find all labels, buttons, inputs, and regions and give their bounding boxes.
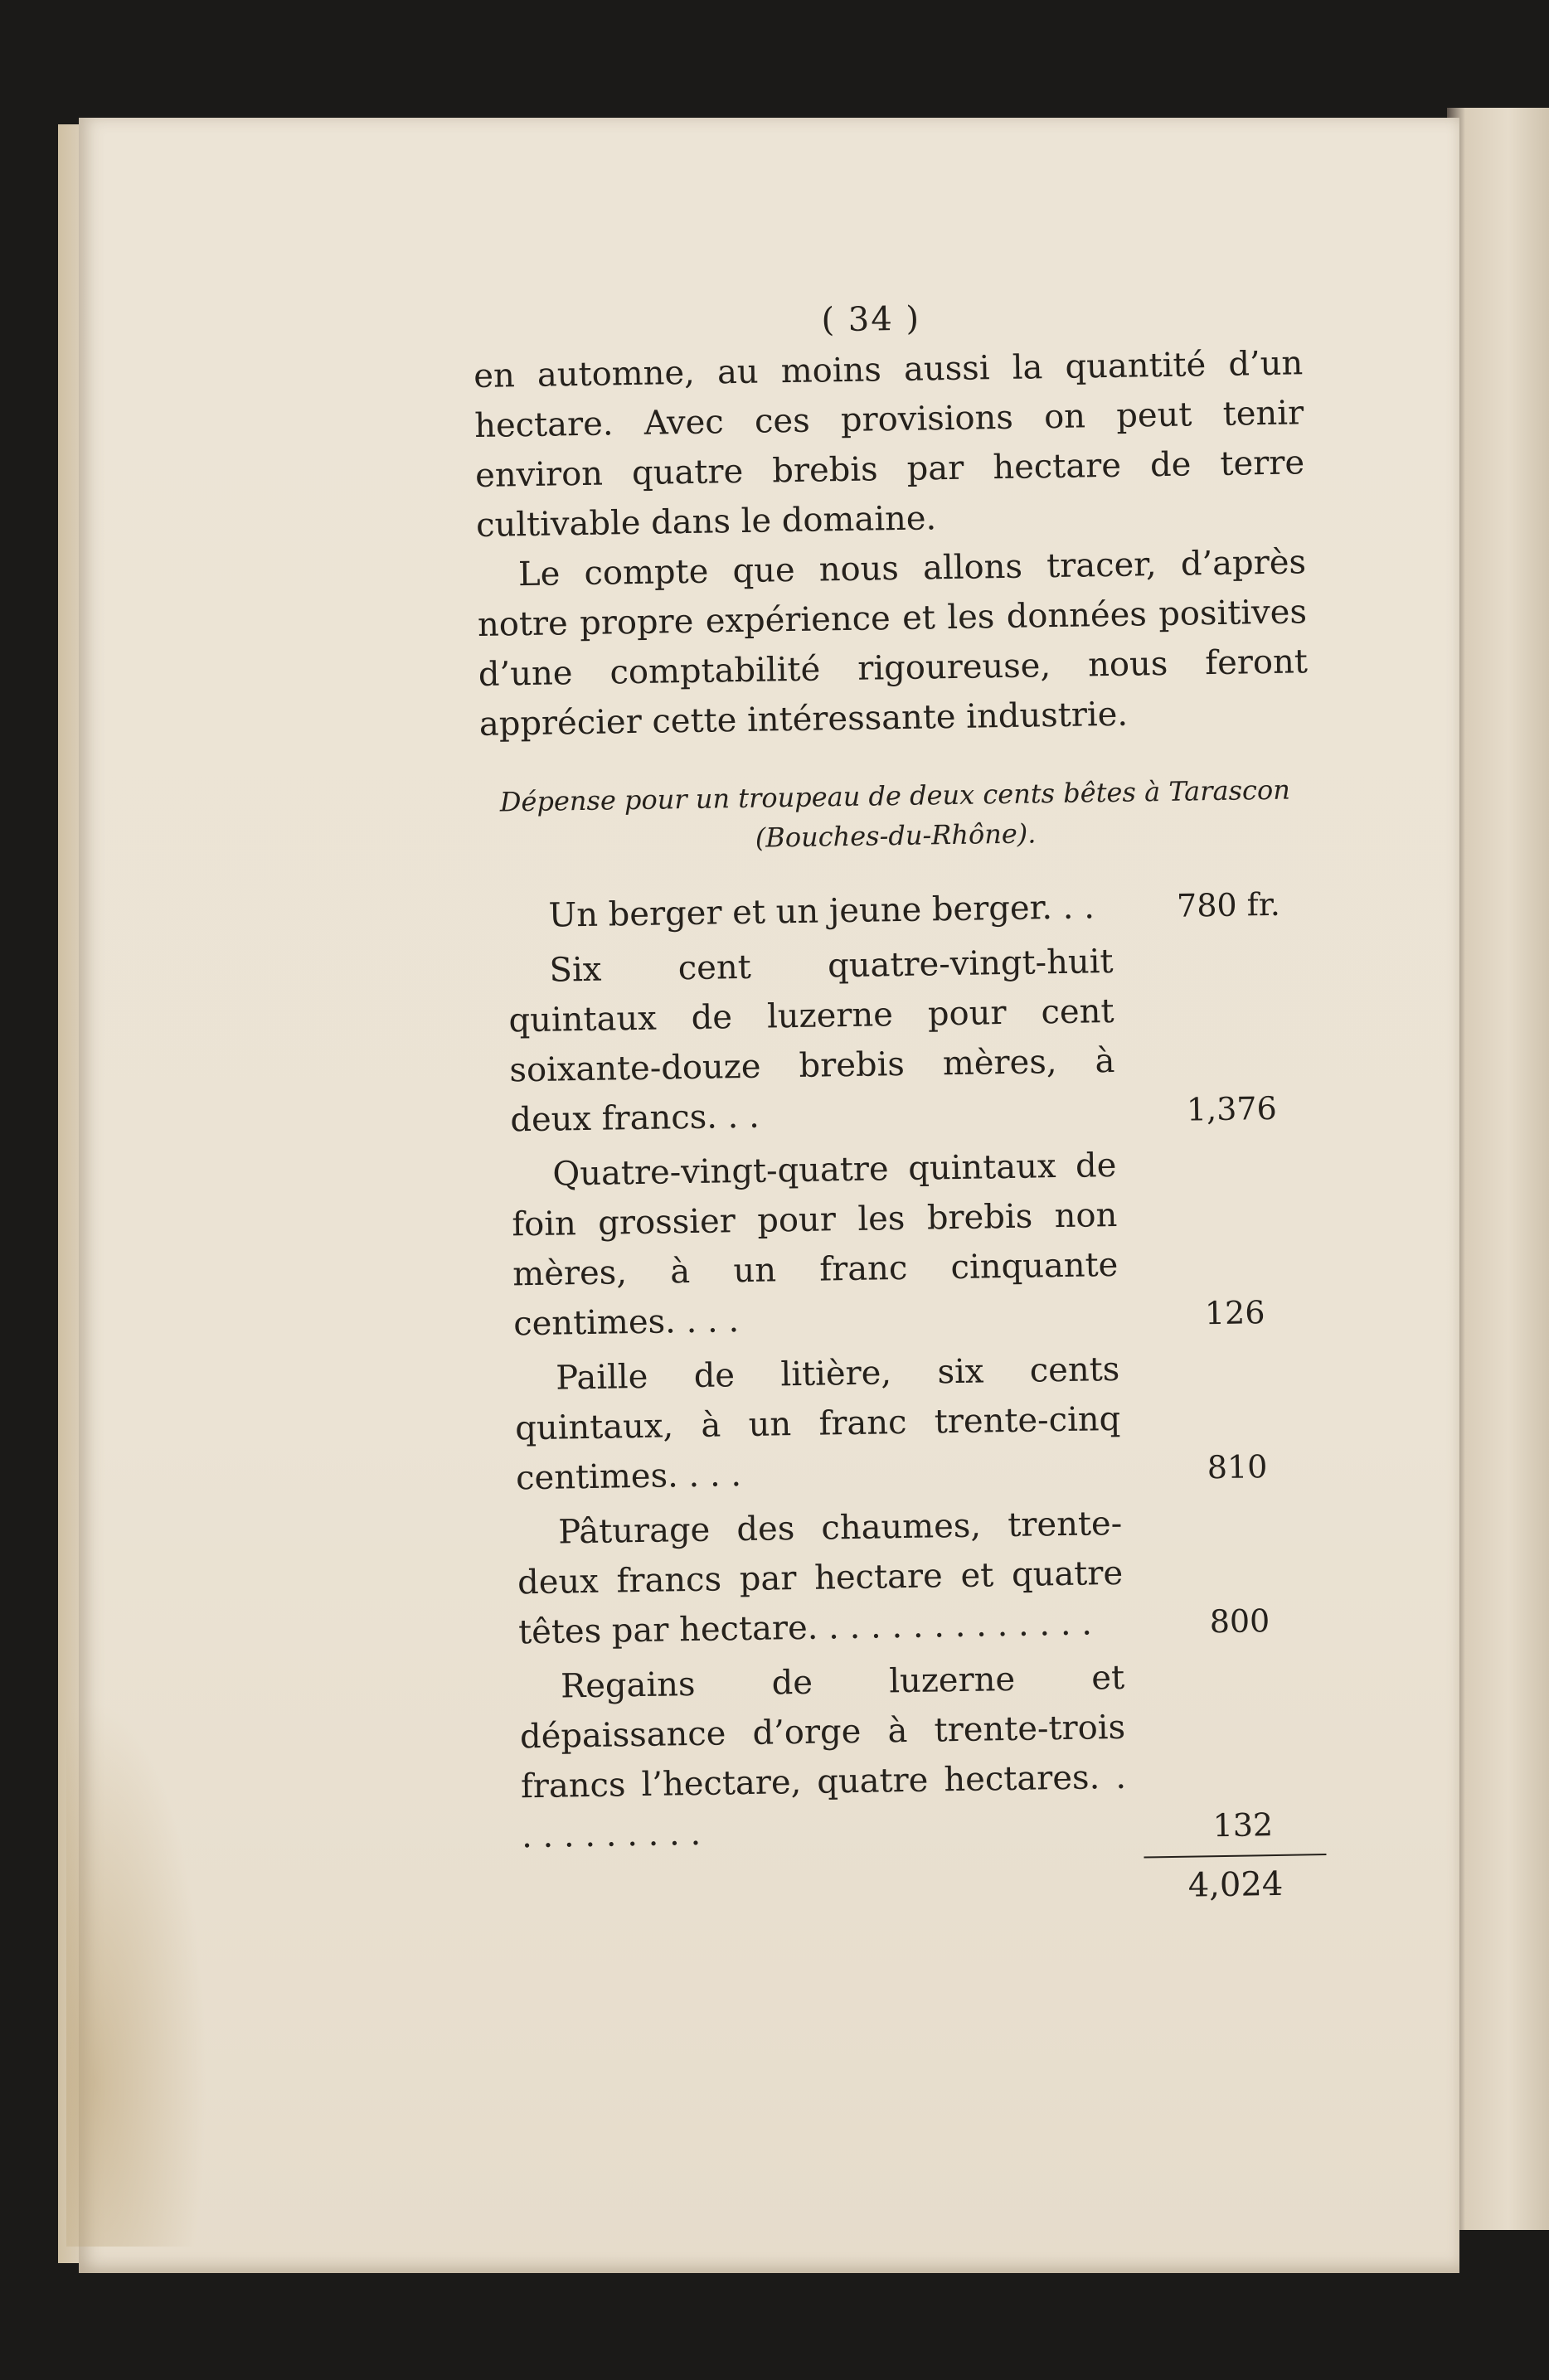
ledger-entry [482,879,1312,942]
ledger-entry [486,1137,1318,1350]
entry-amount: 810 [1207,1448,1268,1486]
entry-description: Un berger et un jeune berger. . . [548,888,1095,935]
entry-amount: 800 [1209,1602,1270,1641]
table-caption: Dépense pour un troupeau de deux cents bêtes à Tarascon (Bouches-du-Rhône). [499,773,1291,854]
entry-description: Quatre-vingt-quatre quintaux de foin grossier pour les brebis non mères, à un franc cinquante centimes. . . . [512,1146,1119,1344]
ledger-entry [489,1341,1321,1504]
page-text-block [473,293,1327,1919]
paragraph: Le compte que nous allons tracer, d’après notre propre expérience et les données positives d’une comptabilité rigoureuse, nous feront apprécier cette intéressante industrie. [477,543,1309,744]
paper-stain [66,1699,207,2247]
ledger-entry [483,933,1315,1146]
paragraph: en automne, au moins aussi la quantité d’un hectare. Avec ces provisions on peut tenir environ quatre brebis par hectare de terre cultivable dans le domaine. [473,344,1305,545]
entry-amount: 132 [1212,1806,1274,1844]
entry-amount: 1,376 [1186,1089,1278,1128]
page-number: ( 34 ) [821,299,921,340]
expense-ledger [482,879,1327,1920]
entry-description: Regains de luzerne et dépaissance d’orge à trente-trois francs l’hectare, quatre hectares. . . . . . . . . . . [519,1658,1127,1856]
entry-description: Six cent quatre-vingt-huit quintaux de luzerne pour cent soixante-douze brebis mères, à deux francs. . . [508,942,1115,1140]
entry-description: Paille de litière, six cents quintaux, à un franc trente-cinq centimes. . . . [514,1350,1121,1498]
adjacent-page [1447,108,1549,2230]
entry-description: Pâturage des chaumes, trente-deux francs par hectare et quatre têtes par hectare. . . . . . . . . . . . . . [517,1504,1124,1652]
ledger-entry [492,1495,1323,1658]
ledger-entry [494,1650,1327,1862]
entry-amount: 780 fr. [1176,885,1281,924]
entry-amount: 126 [1204,1294,1265,1332]
ledger-total: 4,024 [1144,1854,1327,1909]
